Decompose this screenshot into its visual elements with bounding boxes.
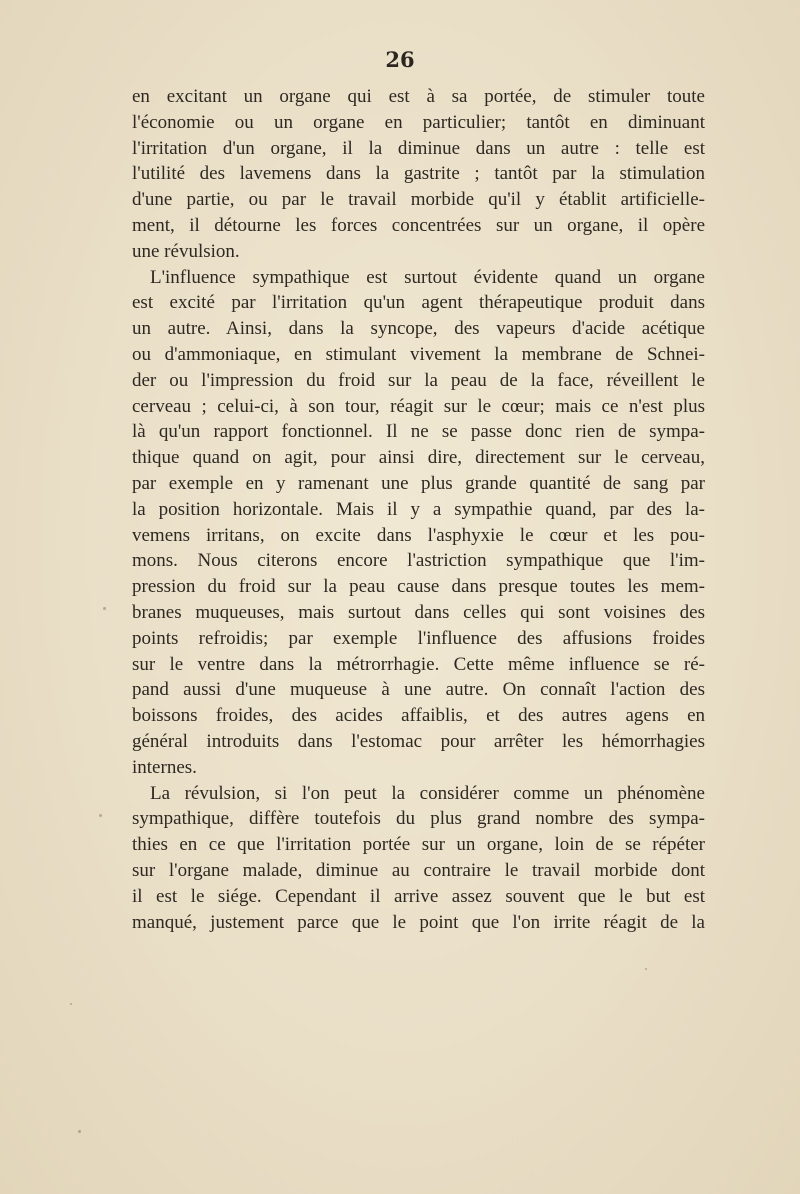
text-line: sur l'organe malade, diminue au contraire le travail morbide dont bbox=[132, 859, 705, 881]
text-line: sympathique, diffère toutefois du plus grand nombre des sympa- bbox=[132, 808, 705, 830]
paper-speck bbox=[103, 607, 106, 610]
text-line: vemens irritans, on excite dans l'asphyxie le cœur et les pou- bbox=[132, 524, 705, 546]
body-text bbox=[132, 84, 705, 935]
text-line: branes muqueuses, mais surtout dans celles qui sont voisines des bbox=[132, 601, 705, 623]
text-line: une révulsion. bbox=[132, 240, 240, 262]
text-line: sur le ventre dans la métrorrhagie. Cette même influence se ré- bbox=[132, 653, 705, 675]
text-line: ment, il détourne les forces concentrées sur un organe, il opère bbox=[132, 214, 705, 236]
page-number: 26 bbox=[385, 47, 415, 72]
text-line: pand aussi d'une muqueuse à une autre. On connaît l'action des bbox=[132, 679, 705, 701]
paper-speck bbox=[78, 1130, 81, 1133]
text-line: ou d'ammoniaque, en stimulant vivement la membrane de Schnei- bbox=[132, 343, 705, 365]
paper-speck bbox=[70, 1003, 72, 1005]
paper-speck bbox=[99, 814, 102, 817]
text-line: là qu'un rapport fonctionnel. Il ne se passe donc rien de sympa- bbox=[132, 421, 705, 443]
text-line: cerveau ; celui-ci, à son tour, réagit sur le cœur; mais ce n'est plus bbox=[132, 395, 705, 417]
text-line: il est le siége. Cependant il arrive assez souvent que le but est bbox=[132, 885, 705, 907]
text-line: par exemple en y ramenant une plus grande quantité de sang par bbox=[132, 472, 705, 494]
text-line: pression du froid sur la peau cause dans presque toutes les mem- bbox=[132, 576, 705, 598]
text-line: d'une partie, ou par le travail morbide qu'il y établit artificielle- bbox=[132, 189, 705, 211]
text-line: un autre. Ainsi, dans la syncope, des vapeurs d'acide acétique bbox=[132, 318, 705, 340]
text-line: boissons froides, des acides affaiblis, et des autres agens en bbox=[132, 705, 705, 727]
text-line: thies en ce que l'irritation portée sur un organe, loin de se répéter bbox=[132, 834, 705, 856]
text-line: points refroidis; par exemple l'influence des affusions froides bbox=[132, 627, 705, 649]
text-line: en excitant un organe qui est à sa portée, de stimuler toute bbox=[132, 86, 705, 107]
text-line: l'économie ou un organe en particulier; tantôt en diminuant bbox=[132, 111, 705, 133]
text-line: est excité par l'irritation qu'un agent thérapeutique produit dans bbox=[132, 292, 705, 314]
text-line: la position horizontale. Mais il y a sympathie quand, par des la- bbox=[132, 498, 705, 520]
text-line: l'utilité des lavemens dans la gastrite ; tantôt par la stimulation bbox=[132, 163, 705, 185]
text-line: der ou l'impression du froid sur la peau de la face, réveillent le bbox=[132, 369, 705, 391]
paper-speck bbox=[645, 968, 647, 970]
text-line: thique quand on agit, pour ainsi dire, directement sur le cerveau, bbox=[132, 447, 705, 469]
text-line: général introduits dans l'estomac pour arrêter les hémorrhagies bbox=[132, 730, 705, 752]
text-line: l'irritation d'un organe, il la diminue dans un autre : telle est bbox=[132, 137, 705, 159]
text-line: manqué, justement parce que le point que l'on irrite réagit de la bbox=[132, 911, 705, 933]
text-line: L'influence sympathique est surtout évidente quand un organe bbox=[150, 266, 705, 288]
text-line: La révulsion, si l'on peut la considérer comme un phénomène bbox=[150, 782, 705, 804]
text-line: internes. bbox=[132, 756, 197, 778]
text-line: mons. Nous citerons encore l'astriction sympathique que l'im- bbox=[132, 550, 705, 572]
